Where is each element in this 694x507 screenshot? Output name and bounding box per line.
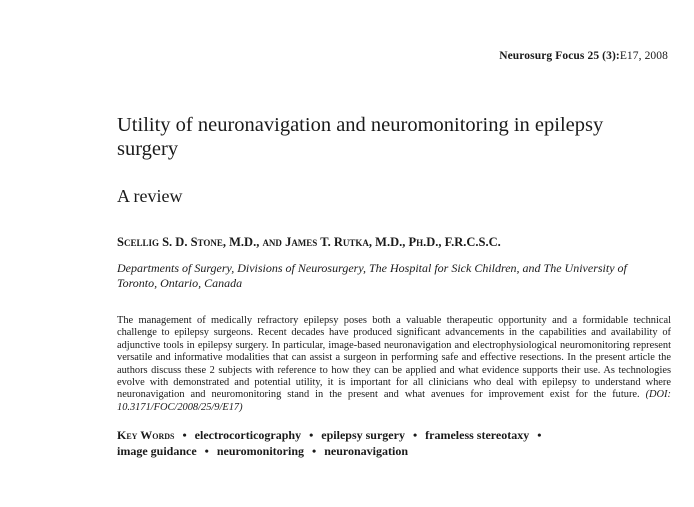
author-conjunction: and xyxy=(262,235,282,249)
keywords xyxy=(117,427,657,459)
journal-citation xyxy=(499,50,668,62)
article-subtitle: A review xyxy=(117,186,183,206)
keyword-separator: • xyxy=(537,428,542,442)
keyword: neuromonitoring xyxy=(216,444,304,458)
keyword-separator: • xyxy=(312,444,317,458)
abstract-text: The management of medically refractory epilepsy poses both a valuable therapeutic opportunity and a formidable technical challenge to epilepsy surgeons. Recent decades have produced significant advancements in the capabilities and availability of adjunctive tools in epilepsy surgery. In particular, image-based neuronavigation and electrophysiological neuromonitoring represent versatile and informative modalities that can assist a surgeon in performing safe and effective resections. In the present article the authors discuss these 2 subjects with reference to how they can be applied and what evidence supports their use. As technologies evolve with demonstrated and potential utility, it is important for all clinicians who deal with epilepsy to understand where neuronavigation and neuromonitoring stand in the present and what avenues for improvement exist for the future. xyxy=(117,315,671,401)
keywords-heading: Key Words xyxy=(117,428,175,442)
keyword: electrocorticography xyxy=(194,428,302,442)
volume-issue: 25 (3): xyxy=(587,50,620,62)
journal-name: Neurosurg Focus xyxy=(499,50,585,62)
keyword-separator: • xyxy=(204,444,209,458)
doi: (DOI: 10.3171/FOC/2008/25/9/E17) xyxy=(117,389,671,413)
author-line xyxy=(117,235,501,250)
keyword-separator: • xyxy=(412,428,418,442)
keyword-separator: • xyxy=(309,428,314,442)
author-1: Scellig S. D. Stone, M.D., xyxy=(117,235,260,249)
keyword: image guidance xyxy=(117,444,197,458)
keyword: epilepsy surgery xyxy=(321,428,405,442)
keyword: neuronavigation xyxy=(324,444,408,458)
author-2: James T. Rutka, M.D., Ph.D., F.R.C.S.C. xyxy=(285,235,501,249)
abstract xyxy=(117,315,671,414)
keyword: frameless stereotaxy xyxy=(425,428,530,442)
keyword-separator: • xyxy=(182,428,187,442)
article-year: E17, 2008 xyxy=(619,50,668,62)
affiliation: Departments of Surgery, Divisions of Neurosurgery, The Hospital for Sick Children, and The University of Toronto, Ontario, Canada xyxy=(117,261,627,290)
article-title: Utility of neuronavigation and neuromonitoring in epilepsy surgery xyxy=(117,114,604,160)
